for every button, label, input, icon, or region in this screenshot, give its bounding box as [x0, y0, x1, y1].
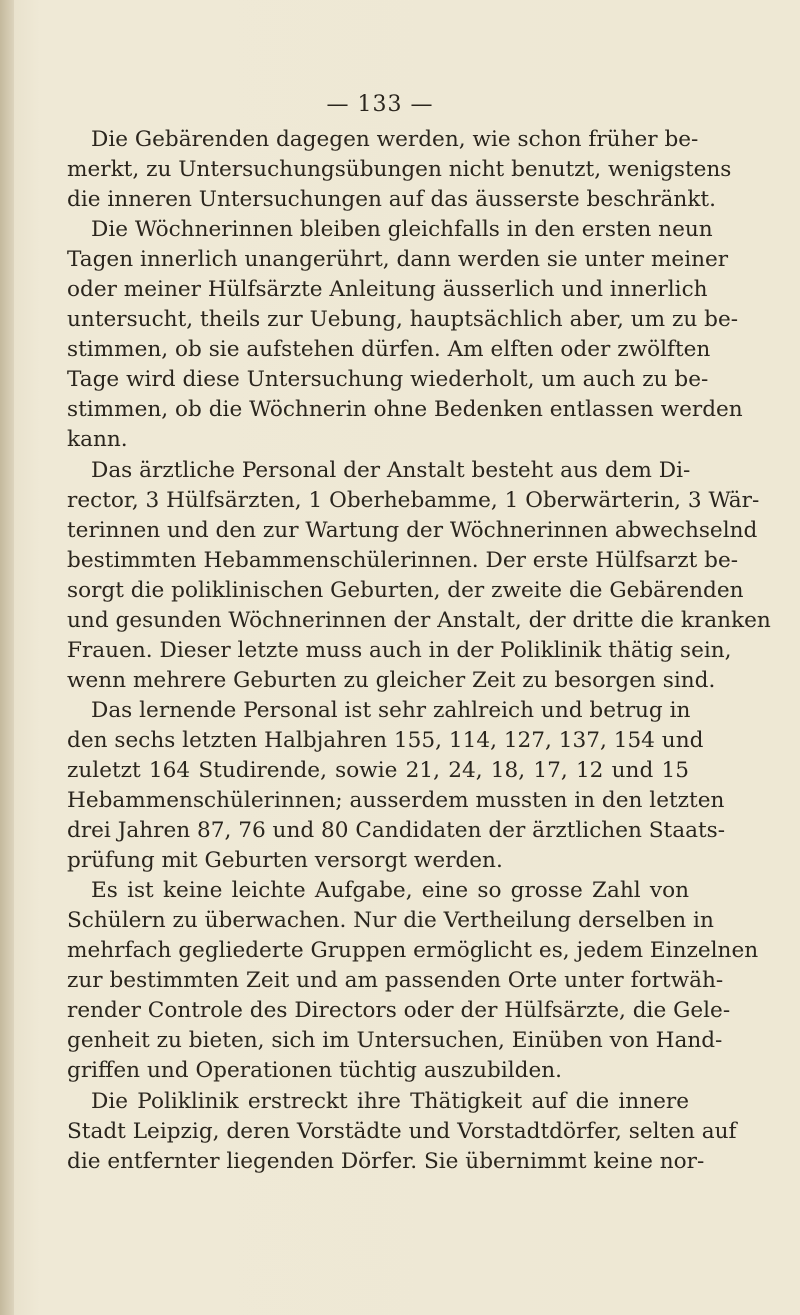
text-line: Tagen innerlich unangerührt, dann werden sie unter meiner — [67, 247, 729, 273]
text-line: bestimmten Hebammenschülerinnen. Der erste Hülfsarzt be- — [67, 547, 739, 573]
text-line: Stadt Leipzig, deren Vorstädte und Vorstadtdörfer, selten auf — [67, 1118, 737, 1144]
text-line: zur bestimmten Zeit und am passenden Orte unter fortwäh- — [67, 968, 724, 994]
text-line: mehrfach gegliederte Gruppen ermöglicht es, jedem Einzelnen — [67, 938, 759, 964]
text-line: wenn mehrere Geburten zu gleicher Zeit zu besorgen sind. — [67, 667, 716, 693]
text-line: Die Poliklinik erstreckt ihre Thätigkeit auf die innere — [91, 1088, 689, 1114]
text-line: oder meiner Hülfsärzte Anleitung äusserlich und innerlich — [67, 277, 708, 303]
text-line: sorgt die poliklinischen Geburten, der zweite die Gebärenden — [67, 577, 744, 603]
text-line: Tage wird diese Untersuchung wiederholt, um auch zu be- — [67, 367, 709, 393]
text-line: Die Gebärenden dagegen werden, wie schon früher be- — [91, 127, 699, 152]
text-line: Hebammenschülerinnen; ausserdem mussten in den letzten — [67, 788, 725, 814]
text-line: drei Jahren 87, 76 und 80 Candidaten der ärztlichen Staats- — [67, 818, 726, 844]
text-line: rector, 3 Hülfsärzten, 1 Oberhebamme, 1 Oberwärterin, 3 Wär- — [67, 487, 760, 513]
text-line: kann. — [67, 427, 128, 453]
text-line: die entfernter liegenden Dörfer. Sie übernimmt keine nor- — [67, 1148, 705, 1174]
text-line: Schülern zu überwachen. Nur die Vertheilung derselben in — [67, 908, 714, 934]
text-line: die inneren Untersuchungen auf das äusserste beschränkt. — [67, 187, 716, 213]
text-line: stimmen, ob die Wöchnerin ohne Bedenken entlassen werden — [67, 397, 743, 423]
page-number: — 133 — — [326, 92, 434, 117]
text-line: den sechs letzten Halbjahren 155, 114, 127, 137, 154 und — [67, 727, 704, 753]
text-line: Die Wöchnerinnen bleiben gleichfalls in den ersten neun — [91, 217, 713, 243]
text-line: zuletzt 164 Studirende, sowie 21, 24, 18, 17, 12 und 15 — [67, 757, 689, 783]
gutter-shadow — [0, 0, 14, 1315]
text-line: griffen und Operationen tüchtig auszubilden. — [67, 1058, 563, 1084]
text-line: terinnen und den zur Wartung der Wöchnerinnen abwechselnd — [67, 517, 758, 543]
text-line: und gesunden Wöchnerinnen der Anstalt, der dritte die kranken — [67, 607, 771, 633]
text-line: prüfung mit Geburten versorgt werden. — [67, 848, 503, 874]
text-line: stimmen, ob sie aufstehen dürfen. Am elften oder zwölften — [67, 337, 711, 363]
text-line: render Controle des Directors oder der Hülfsärzte, die Gele- — [67, 998, 731, 1024]
text-line: Es ist keine leichte Aufgabe, eine so grosse Zahl von — [91, 878, 689, 904]
text-line: merkt, zu Untersuchungsübungen nicht benutzt, wenigstens — [67, 157, 732, 183]
text-line: Frauen. Dieser letzte muss auch in der Poliklinik thätig sein, — [67, 637, 732, 663]
text-line: Das ärztliche Personal der Anstalt besteht aus dem Di- — [91, 457, 691, 483]
text-line: genheit zu bieten, sich im Untersuchen, Einüben von Hand- — [67, 1028, 723, 1054]
text-line: Das lernende Personal ist sehr zahlreich und betrug in — [91, 697, 691, 723]
body-text — [67, 125, 771, 1177]
text-line: untersucht, theils zur Uebung, hauptsächlich aber, um zu be- — [67, 307, 739, 333]
